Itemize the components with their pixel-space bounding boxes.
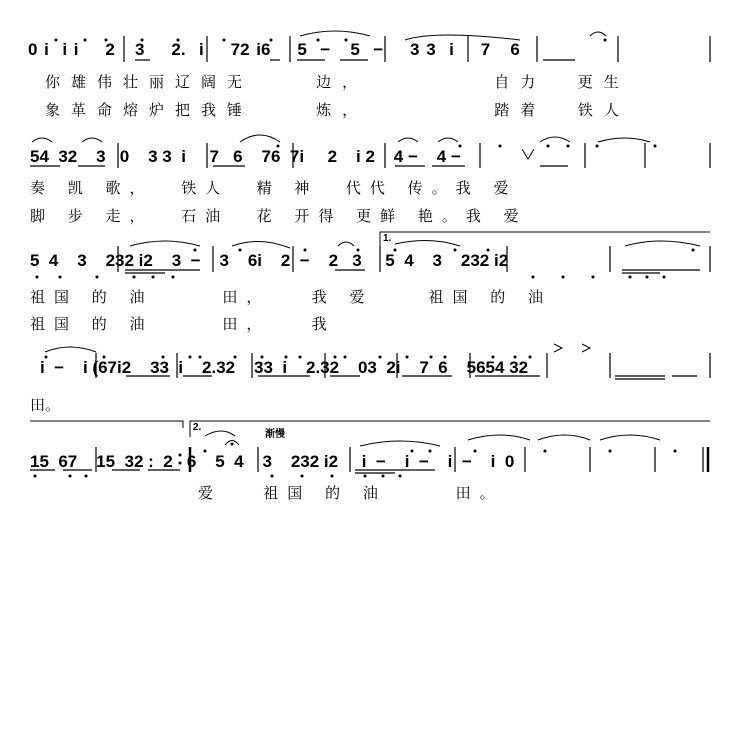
system-4-lyric-1: 田。 <box>30 396 61 414</box>
system-2-notes: 54 32 3 0 3 3 i 7 6 76 7i 2 i 2 4 − 4 − <box>30 147 461 166</box>
system-2-lyric-2: 脚 步 走， 石油 花 开得 更鲜 艳。我 爱 <box>30 207 528 225</box>
system-4-notes: i − i (67i2 33 i 2.32 33 i 2.32 03 2i 7 6 5654 32 <box>40 358 529 377</box>
volta-first: 1. <box>383 233 392 244</box>
volta-second: 2. <box>193 422 202 433</box>
system-1-lyric-1: 你雄伟壮丽辽阔无 边， 自力 更生 <box>45 73 630 91</box>
system-1-notes: 0 i i i 2 3 2. i 72 i6 5 − 5 − 3 3 i 7 6 <box>28 40 520 59</box>
tempo-marking: 渐慢 <box>265 429 285 440</box>
system-3-lyric-1: 祖国 的 油 田， 我 爱 祖国 的 油 <box>30 288 553 306</box>
system-1-lyric-2: 象革命熔炉把我锤 炼， 踏着 铁人 <box>45 101 630 119</box>
system-2-lyric-1: 奏 凯 歌， 铁人 精 神 代代 传。我 爱 <box>30 179 518 197</box>
system-5-notes: 15 67 15 32 : 2 6 5 4 3 232 i2 i − i − i − i 0 <box>30 452 515 471</box>
system-3-lyric-2: 祖国 的 油 田， 我 <box>30 315 336 333</box>
system-5-lyric-1: 爱 祖国 的 油 田。 <box>198 484 504 502</box>
system-3-notes: 5 4 3 232 i2 3 − 3 6i 2 − 2 3 5 4 3 232 i2 <box>30 251 509 270</box>
